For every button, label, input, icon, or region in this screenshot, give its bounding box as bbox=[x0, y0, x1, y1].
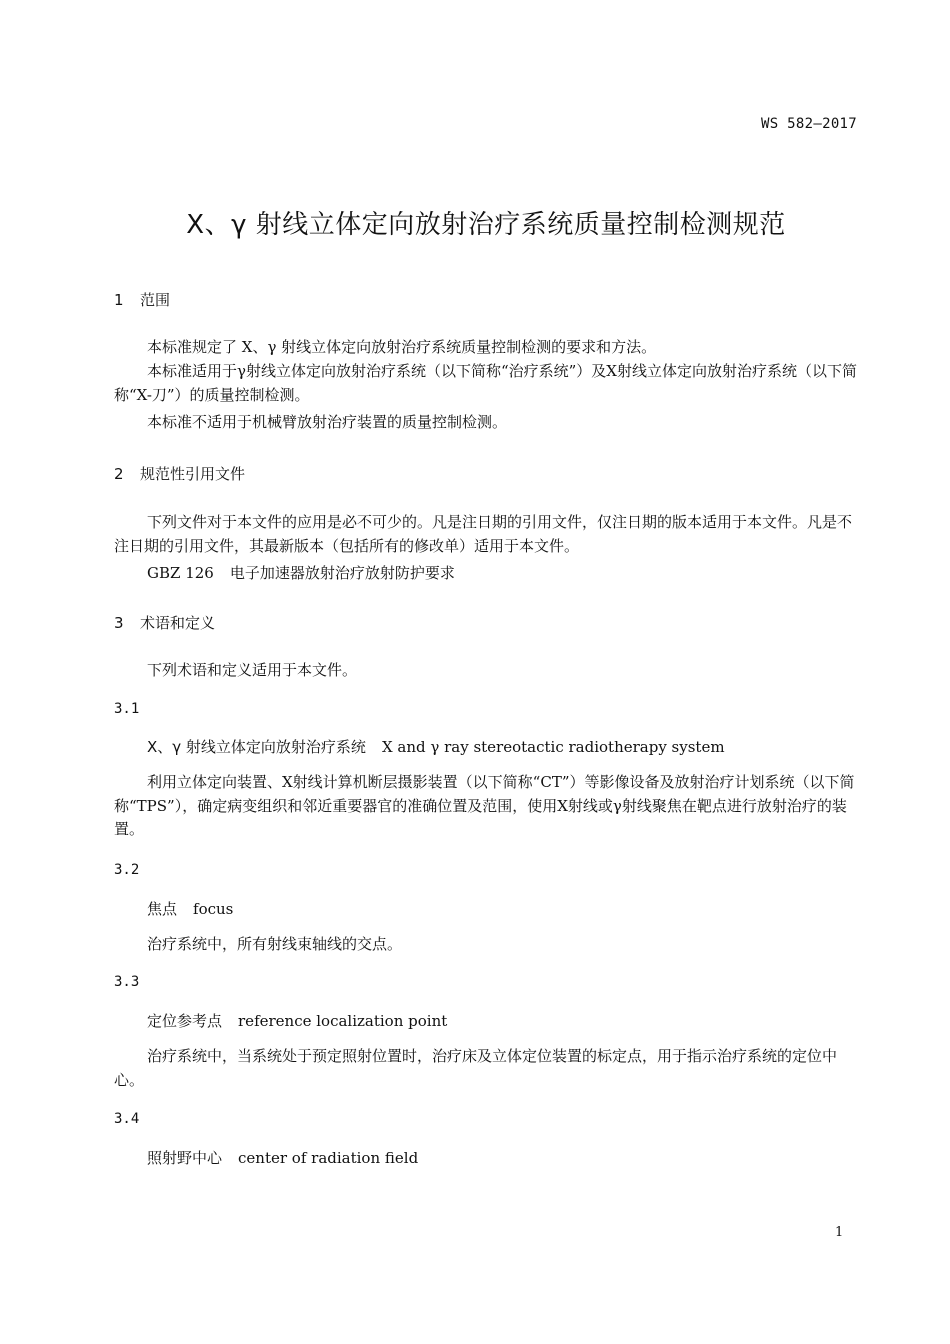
section-heading-terms bbox=[114, 612, 215, 633]
term-en: reference localization point bbox=[238, 1012, 448, 1030]
section-number: 3 bbox=[114, 614, 124, 632]
term-definition: 治疗系统中，所有射线束轴线的交点。 bbox=[147, 935, 403, 953]
term-entry bbox=[147, 898, 233, 919]
reference-entry bbox=[147, 562, 455, 583]
page-number: 1 bbox=[835, 1225, 844, 1240]
paragraph: 本标准规定了 X、γ 射线立体定向放射治疗系统质量控制检测的要求和方法。 bbox=[147, 338, 657, 356]
paragraph: 下列术语和定义适用于本文件。 bbox=[147, 661, 358, 679]
section-heading-normative-references bbox=[114, 463, 245, 484]
term-zh: X、γ 射线立体定向放射治疗系统 bbox=[147, 738, 366, 756]
term-definition: 治疗系统中，当系统处于预定照射位置时，治疗床及立体定位装置的标定点，用于指示治疗系统的定位中心。 bbox=[114, 1047, 838, 1089]
term-number: 3.1 bbox=[114, 701, 140, 717]
section-title: 规范性引用文件 bbox=[140, 465, 246, 483]
reference-name: 电子加速器放射治疗放射防护要求 bbox=[229, 564, 455, 582]
term-zh: 焦点 bbox=[147, 900, 178, 918]
term-entry bbox=[147, 1147, 418, 1168]
paragraph: 下列文件对于本文件的应用是必不可少的。凡是注日期的引用文件，仅注日期的版本适用于本文件。凡是不注日期的引用文件，其最新版本（包括所有的修改单）适用于本文件。 bbox=[114, 513, 853, 555]
term-number: 3.3 bbox=[114, 974, 140, 990]
section-number: 2 bbox=[114, 465, 124, 483]
term-entry bbox=[147, 1010, 447, 1031]
document-title: X、γ 射线立体定向放射治疗系统质量控制检测规范 bbox=[186, 210, 786, 240]
paragraph: 本标准不适用于机械臂放射治疗装置的质量控制检测。 bbox=[147, 413, 508, 431]
term-number: 3.4 bbox=[114, 1111, 140, 1127]
term-number: 3.2 bbox=[114, 862, 140, 878]
term-en: focus bbox=[193, 900, 234, 918]
term-en: center of radiation field bbox=[238, 1149, 419, 1167]
section-title: 术语和定义 bbox=[140, 614, 216, 632]
term-definition: 利用立体定向装置、X射线计算机断层摄影装置（以下简称“CT”）等影像设备及放射治疗计划系统（以下简称“TPS”），确定病变组织和邻近重要器官的准确位置及范围，使用X射线或γ射线聚焦在靶点进行放射治疗的装置。 bbox=[114, 773, 855, 838]
term-en: X and γ ray stereotactic radiotherapy system bbox=[381, 738, 725, 756]
term-zh: 照射野中心 bbox=[147, 1149, 223, 1167]
section-title: 范围 bbox=[140, 291, 171, 309]
reference-code: GBZ 126 bbox=[147, 564, 214, 582]
term-zh: 定位参考点 bbox=[147, 1012, 223, 1030]
section-heading-scope bbox=[114, 289, 170, 310]
section-number: 1 bbox=[114, 291, 124, 309]
paragraph: 本标准适用于γ射线立体定向放射治疗系统（以下简称“治疗系统”）及X射线立体定向放射治疗系统（以下简称“X-刀”）的质量控制检测。 bbox=[114, 362, 857, 404]
term-entry bbox=[147, 736, 725, 757]
document-code: WS 582—2017 bbox=[761, 116, 858, 132]
